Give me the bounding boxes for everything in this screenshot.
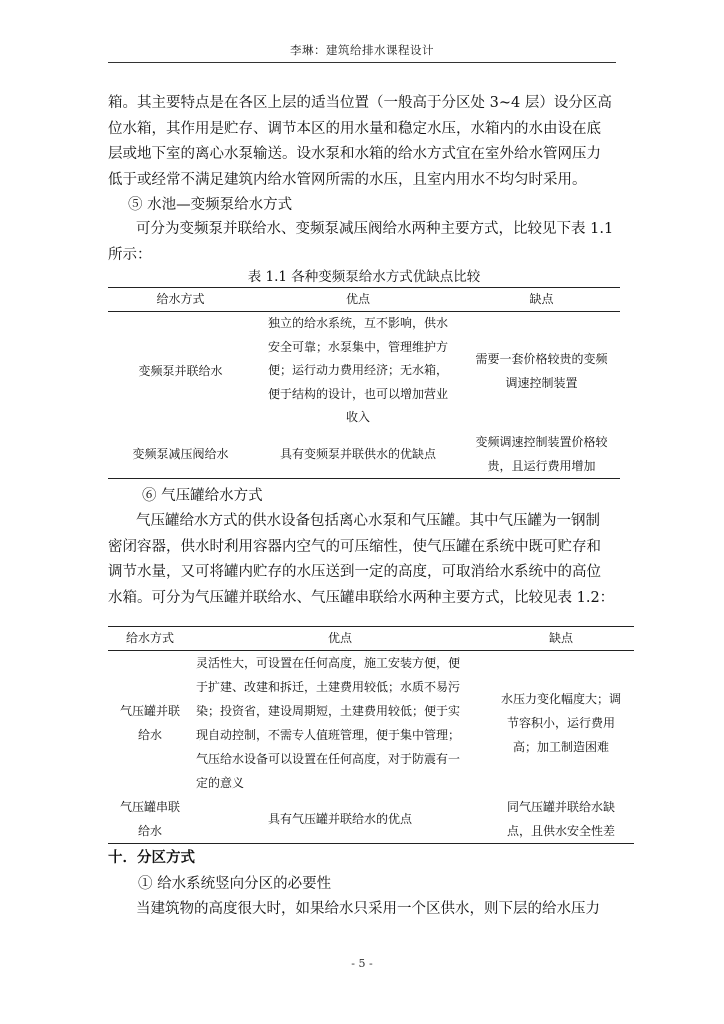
cell-line: 收入 [345,410,370,424]
table-header-row [108,627,634,651]
pros-cell [253,312,463,430]
table-row [108,795,634,844]
page-number: - 5 - [351,957,373,970]
text-line: 密闭容器，供水时利用容器内空气的可压缩性，使气压罐在系统中既可贮存和 [108,538,601,555]
pros-cell: 具有变频泵并联供水的优缺点 [279,446,436,461]
cell-line: 需要一套价格较贵的变频 [475,351,608,366]
column-header: 给水方式 [108,288,253,312]
item-5-heading: ⑤ 水池—变频泵给水方式 [128,197,293,213]
cell-line: 便于结构的设计，也可以增加营业 [267,386,448,401]
cons-cell [488,795,634,844]
table-1-caption: 表 1.1 各种变频泵给水方式优缺点比较 [247,269,481,285]
paragraph-variable-pump [108,217,614,268]
text-line: 位水箱，其作用是贮存、调节本区的用水量和稳定水压，水箱内的水由设在底 [108,120,601,137]
text-line: 气压罐给水方式的供水设备包括离心水泵和气压罐。其中气压罐为一钢制 [136,513,600,529]
section-10-title: 十．分区方式 [108,850,195,866]
method-cell [108,795,192,844]
paragraph-water-tank [108,91,614,193]
cell-line: 便；运行动力费用经济；无水箱， [267,363,448,377]
column-header: 优点 [192,627,488,651]
text-line: 箱。其主要特点是在各区上层的适当位置（一般高于分区处 3~4 层）设分区高 [108,95,612,111]
column-header: 缺点 [463,288,620,312]
cell-line: 于扩建、改建和拆迁，土建费用较低；水质不易污 [196,680,461,694]
method-cell [108,651,192,796]
pros-cell: 具有气压罐并联给水的优点 [267,812,412,826]
text-line: 低于或经常不满足建筑内给水管网所需的水压，且室内用水不均匀时采用。 [108,171,587,188]
paragraph-zoning [108,897,614,923]
cell-line: 染；投资省，建设周期短，土建费用较低；便于实 [196,704,461,718]
method-cell: 变频泵并联给水 [138,363,223,378]
cell-line: 气压给水设备可以设置在任何高度，对于防震有一 [196,752,461,766]
text-line: 调节水量，又可将罐内贮存的水压送到一定的高度，可取消给水系统中的高位 [108,564,601,580]
cell-line: 现自动控制，不需专人值班管理，便于集中管理； [196,728,461,742]
header-rule [108,62,616,63]
cell-line: 安全可靠；水泵集中，管理维护方 [267,339,448,354]
cell-line: 调速控制装置 [505,375,578,390]
cell-line: 定的意义 [196,776,245,790]
table-1 [108,287,620,479]
cons-cell [488,651,634,796]
table-row [108,651,634,796]
text-line: 层或地下室的离心水泵输送。设水泵和水箱的给水方式宜在室外给水管网压力 [108,146,601,162]
pros-cell [192,651,488,796]
cons-cell [463,312,620,430]
method-cell: 变频泵减压阀给水 [132,446,229,461]
cell-line: 独立的给水系统，互不影响，供水 [267,316,448,330]
cell-line: 气压罐串联 [119,800,180,814]
cell-line: 点，且供水安全性差 [506,824,615,838]
item-6-heading: ⑥ 气压罐给水方式 [142,488,263,504]
table-row [108,312,620,430]
table-2 [108,626,634,844]
table-row [108,430,620,479]
item-1-heading: ① 给水系统竖向分区的必要性 [138,876,332,892]
cell-line: 节容积小，运行费用 [506,716,615,730]
column-header: 优点 [253,288,463,312]
cell-line: 给水 [137,728,162,742]
page-header: 李琳：建筑给排水课程设计 [290,43,434,57]
cell-line: 气压罐并联 [119,704,180,718]
cell-line: 灵活性大，可设置在任何高度，施工安装方便，便 [196,656,461,670]
cell-line: 给水 [137,824,162,838]
cons-cell [463,430,620,479]
cell-line: 变频调速控制装置价格较 [475,434,608,449]
text-line: 水箱。可分为气压罐并联给水、气压罐串联给水两种主要方式，比较见表 1.2： [108,589,614,606]
text-line: 可分为变频泵并联给水、变频泵减压阀给水两种主要方式，比较见下表 1.1 [136,221,614,237]
cell-line: 水压力变化幅度大；调 [500,692,621,706]
table-header-row [108,288,620,312]
cell-line: 同气压罐并联给水缺 [506,800,615,814]
column-header: 缺点 [488,627,634,651]
cell-line: 贵，且运行费用增加 [487,458,596,473]
column-header: 给水方式 [108,627,192,651]
paragraph-pressure-tank [108,509,614,611]
cell-line: 高；加工制造困难 [512,740,609,754]
text-line: 所示： [108,246,152,263]
text-line: 当建筑物的高度很大时，如果给水只采用一个区供水，则下层的给水压力 [136,901,600,917]
